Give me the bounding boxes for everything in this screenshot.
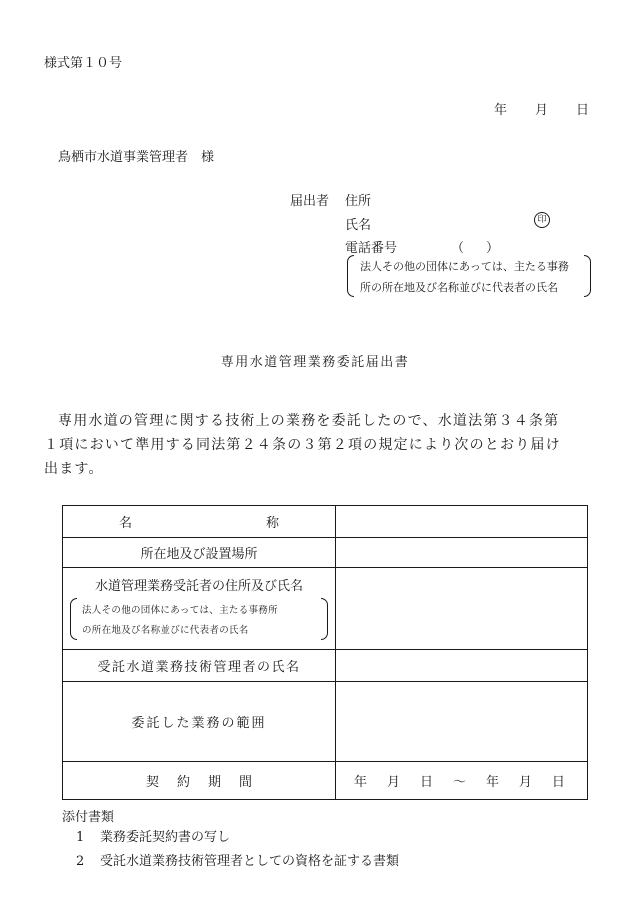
bracket-right: [584, 255, 591, 297]
term-tilde: ～: [452, 775, 466, 790]
table-row: [63, 538, 588, 568]
date-line: [494, 99, 589, 118]
attachment-text: 業務委託契約書の写し: [100, 830, 231, 845]
contractor-label-text: 水道管理業務受託者の住所及び氏名: [94, 579, 303, 594]
row-value-tech-manager[interactable]: [336, 650, 588, 682]
form-table: [62, 505, 588, 800]
phone-label: 電話番号: [345, 241, 398, 256]
row-value-scope[interactable]: [336, 682, 588, 762]
row-label-scope: 委託した業務の範囲: [63, 682, 336, 762]
term-month-1: 月: [386, 775, 400, 790]
row-label-contractor: [63, 568, 336, 650]
attachment-item: [76, 850, 399, 869]
row-value-name[interactable]: [336, 506, 588, 538]
body-line-1: 専用水道の管理に関する技術上の業務を委託したので、水道法第３４条第: [58, 413, 560, 429]
bracket-left: [70, 598, 77, 640]
row-label-location: 所在地及び設置場所: [63, 538, 336, 568]
term-day-1: 日: [419, 775, 433, 790]
name-label-text: 名 称: [118, 516, 315, 531]
contractor-note-line1: 法人その他の団体にあっては、主たる事務所: [82, 605, 278, 616]
row-label-term: [63, 762, 336, 800]
body-line-3: 出ます。: [44, 461, 104, 477]
term-month-2: 月: [518, 775, 532, 790]
reporter-note-line2: 所の所在地及び名称並びに代表者の氏名: [360, 281, 558, 294]
table-row: [63, 506, 588, 538]
date-day-label: 日: [576, 103, 590, 118]
table-row: [63, 762, 588, 800]
body-paragraph: [44, 409, 589, 481]
row-value-term[interactable]: [336, 762, 588, 800]
phone-parentheses: [451, 237, 499, 256]
reporter-label: 届出者: [290, 194, 330, 209]
term-year-1: 年: [354, 775, 368, 790]
attachments-heading: 添付書類: [62, 810, 115, 825]
date-year-label: 年: [494, 103, 508, 118]
row-label-name: [63, 506, 336, 538]
attachment-text: 受託水道業務技術管理者としての資格を証する書類: [100, 854, 400, 869]
row-value-location[interactable]: [336, 538, 588, 568]
row-label-tech-manager: 受託水道業務技術管理者の氏名: [63, 650, 336, 682]
table-row: [63, 568, 588, 650]
term-date-range: [336, 771, 587, 790]
contractor-note-line2: の所在地及び名称並びに代表者の氏名: [82, 625, 249, 636]
document-title: 専用水道管理業務委託届出書: [220, 355, 410, 370]
phone-paren-close: ）: [486, 241, 500, 256]
seal-icon: 印: [534, 212, 550, 228]
form-number: 様式第１０号: [44, 56, 123, 71]
phone-paren-open: （: [451, 241, 465, 256]
term-label-text: 契約期間: [145, 775, 270, 790]
reporter-note-line1: 法人その他の団体にあっては、主たる事務: [360, 260, 569, 273]
contractor-note-bracket: [70, 598, 328, 640]
attachment-number: 2: [76, 854, 85, 869]
date-month-label: 月: [535, 103, 549, 118]
table-row: [63, 650, 588, 682]
address-label: 住所: [345, 194, 372, 209]
attachment-item: [76, 826, 230, 845]
attachment-number: 1: [76, 830, 85, 845]
term-day-2: 日: [551, 775, 565, 790]
table-row: [63, 682, 588, 762]
term-year-2: 年: [485, 775, 499, 790]
reporter-note-bracket: [347, 255, 591, 297]
row-value-contractor[interactable]: [336, 568, 588, 650]
body-line-2: １項において準用する同法第２４条の３第２項の規定により次のとおり届け: [44, 437, 561, 453]
addressee: 鳥栖市水道事業管理者 様: [58, 150, 215, 165]
name-label: 氏名: [345, 218, 372, 233]
bracket-left: [347, 255, 354, 297]
bracket-right: [321, 598, 328, 640]
